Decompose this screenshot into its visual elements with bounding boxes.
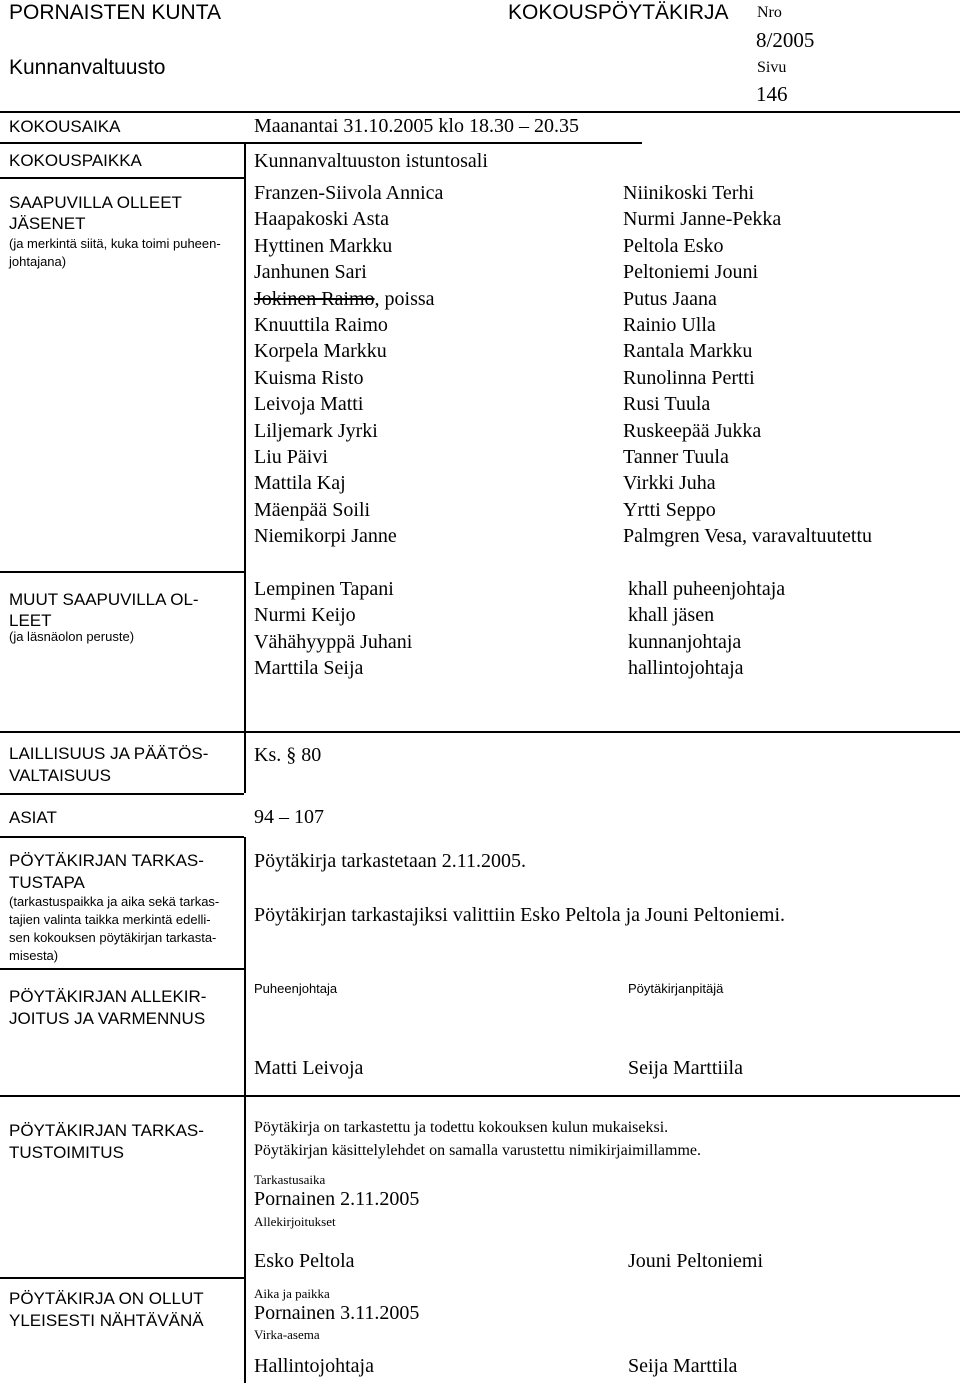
other-name: Vähähyyppä Juhani [254, 630, 413, 653]
municipality-name: PORNAISTEN KUNTA [9, 1, 221, 24]
checking-label: PÖYTÄKIRJAN TARKAS- TUSTOIMITUS [9, 1121, 204, 1162]
member-name: Franzen-Siivola Annica [254, 182, 444, 204]
member-name: Leivoja Matti [254, 393, 364, 416]
other-role: khall jäsen [628, 604, 715, 627]
meeting-place-value: Kunnanvaltuuston istuntosali [254, 150, 488, 172]
checking-text-2: Pöytäkirjan käsittelylehdet on samalla varustettu nimikirjaimillamme. [254, 1142, 702, 1159]
members-column-1 [254, 180, 443, 550]
member-name: Ruskeepää Jukka [623, 419, 762, 442]
member-name: Niemikorpi Janne [254, 525, 397, 548]
label-column-divider [244, 143, 246, 731]
others-note: (ja läsnäolon peruste) [9, 629, 135, 644]
public-name: Seija Marttila [628, 1355, 738, 1377]
absent-note: , poissa [374, 287, 435, 310]
chair-label: Puheenjohtaja [254, 981, 338, 996]
member-name: Rusi Tuula [623, 393, 711, 416]
check-method-note: (tarkastuspaikka ja aika sekä tarkas- tajien valinta taikka merkintä edelli- sen kokouksen pöytäkirjan tarkasta- misesta) [9, 894, 220, 963]
items-divider [0, 836, 244, 838]
check-method-divider [0, 968, 244, 970]
checking-time-value: Pornainen 2.11.2005 [254, 1188, 420, 1210]
document-type: KOKOUSPÖYTÄKIRJA [508, 1, 729, 24]
other-name: Nurmi Keijo [254, 604, 356, 627]
member-name: Haapakoski Asta [254, 208, 389, 231]
member-name: Rantala Markku [623, 340, 753, 363]
signature-1: Esko Peltola [254, 1250, 355, 1272]
member-name: Rainio Ulla [623, 314, 716, 337]
other-role: kunnanjohtaja [628, 630, 742, 653]
checking-divider [0, 1277, 244, 1279]
member-name: Korpela Markku [254, 340, 387, 363]
absent-member-name: Jokinen Raimo [254, 287, 375, 310]
member-name: Peltoniemi Jouni [623, 261, 758, 284]
member-name: Mattila Kaj [254, 472, 346, 495]
members-column-2 [623, 180, 872, 550]
legality-label: LAILLISUUS JA PÄÄTÖS- VALTAISUUS [9, 744, 209, 785]
legality-divider [0, 793, 244, 795]
sivu-label: Sivu [757, 59, 787, 76]
other-role: hallintojohtaja [628, 657, 744, 680]
body-name: Kunnanvaltuusto [9, 56, 166, 79]
others-label: MUUT SAAPUVILLA OL- LEET [9, 590, 199, 630]
member-name-absent [254, 286, 443, 312]
public-label: PÖYTÄKIRJA ON OLLUT YLEISESTI NÄHTÄVÄNÄ [9, 1289, 204, 1330]
member-name: Niinikoski Terhi [623, 182, 755, 204]
member-name: Tanner Tuula [623, 446, 729, 469]
others-roles [628, 576, 785, 682]
checking-time-label: Tarkastusaika [254, 1172, 326, 1187]
signatures-label: Allekirjoitukset [254, 1214, 336, 1229]
sivu-value: 146 [756, 82, 788, 106]
member-name: Kuisma Risto [254, 366, 364, 389]
member-name: Liu Päivi [254, 446, 328, 469]
place-divider [0, 177, 244, 179]
other-role: khall puheenjohtaja [628, 578, 786, 600]
items-label: ASIAT [9, 808, 57, 827]
time-divider [0, 142, 642, 144]
checking-text-1: Pöytäkirja on tarkastettu ja todettu kokouksen kulun mukaiseksi. [254, 1119, 669, 1136]
legality-value: Ks. § 80 [254, 744, 322, 766]
header-divider [0, 111, 960, 113]
member-name: Putus Jaana [623, 287, 717, 310]
meeting-place-label: KOKOUSPAIKKA [9, 151, 142, 170]
member-name: Knuuttila Raimo [254, 314, 388, 337]
check-method-text-2: Pöytäkirjan tarkastajiksi valittiin Esko Peltola ja Jouni Peltoniemi. [254, 904, 786, 926]
meeting-time-label: KOKOUSAIKA [9, 117, 121, 136]
signature-2: Jouni Peltoniemi [628, 1250, 763, 1272]
members-label: SAAPUVILLA OLLEET JÄSENET [9, 193, 182, 233]
signing-divider [0, 1095, 960, 1097]
others-divider [0, 731, 960, 733]
meeting-time-value: Maanantai 31.10.2005 klo 18.30 – 20.35 [254, 115, 579, 137]
legality-divider-vertical [244, 732, 246, 793]
member-name: Mäenpää Soili [254, 498, 371, 521]
public-position-label: Virka-asema [254, 1327, 320, 1342]
member-name: Hyttinen Markku [254, 234, 393, 257]
check-method-label: PÖYTÄKIRJAN TARKAS- TUSTAPA [9, 851, 204, 892]
member-name: Nurmi Janne-Pekka [623, 208, 782, 231]
member-name: Runolinna Pertti [623, 366, 755, 389]
member-name: Yrtti Seppo [623, 498, 716, 521]
signing-label: PÖYTÄKIRJAN ALLEKIR- JOITUS JA VARMENNUS [9, 987, 207, 1028]
member-name: Liljemark Jyrki [254, 419, 378, 442]
other-name: Lempinen Tapani [254, 578, 394, 600]
nro-value: 8/2005 [756, 28, 815, 52]
others-names [254, 576, 412, 682]
member-name: Palmgren Vesa, varavaltuutettu [623, 525, 873, 548]
check-method-text-1: Pöytäkirja tarkastetaan 2.11.2005. [254, 850, 526, 872]
nro-label: Nro [757, 4, 782, 21]
public-place-value: Pornainen 3.11.2005 [254, 1302, 420, 1324]
lower-column-divider [244, 837, 246, 1095]
members-divider [0, 571, 244, 573]
chair-name: Matti Leivoja [254, 1057, 364, 1079]
secretary-name: Seija Marttiila [628, 1057, 743, 1079]
member-name: Virkki Juha [623, 472, 716, 495]
other-name: Marttila Seija [254, 657, 364, 680]
items-value: 94 – 107 [254, 806, 324, 828]
secretary-label: Pöytäkirjanpitäjä [628, 981, 724, 996]
public-position-value: Hallintojohtaja [254, 1355, 374, 1377]
member-name: Peltola Esko [623, 234, 724, 257]
public-place-label: Aika ja paikka [254, 1286, 330, 1301]
member-name: Janhunen Sari [254, 261, 367, 284]
members-note: (ja merkintä siitä, kuka toimi puheen- johtajana) [9, 236, 221, 269]
bottom-column-divider [244, 1096, 246, 1383]
